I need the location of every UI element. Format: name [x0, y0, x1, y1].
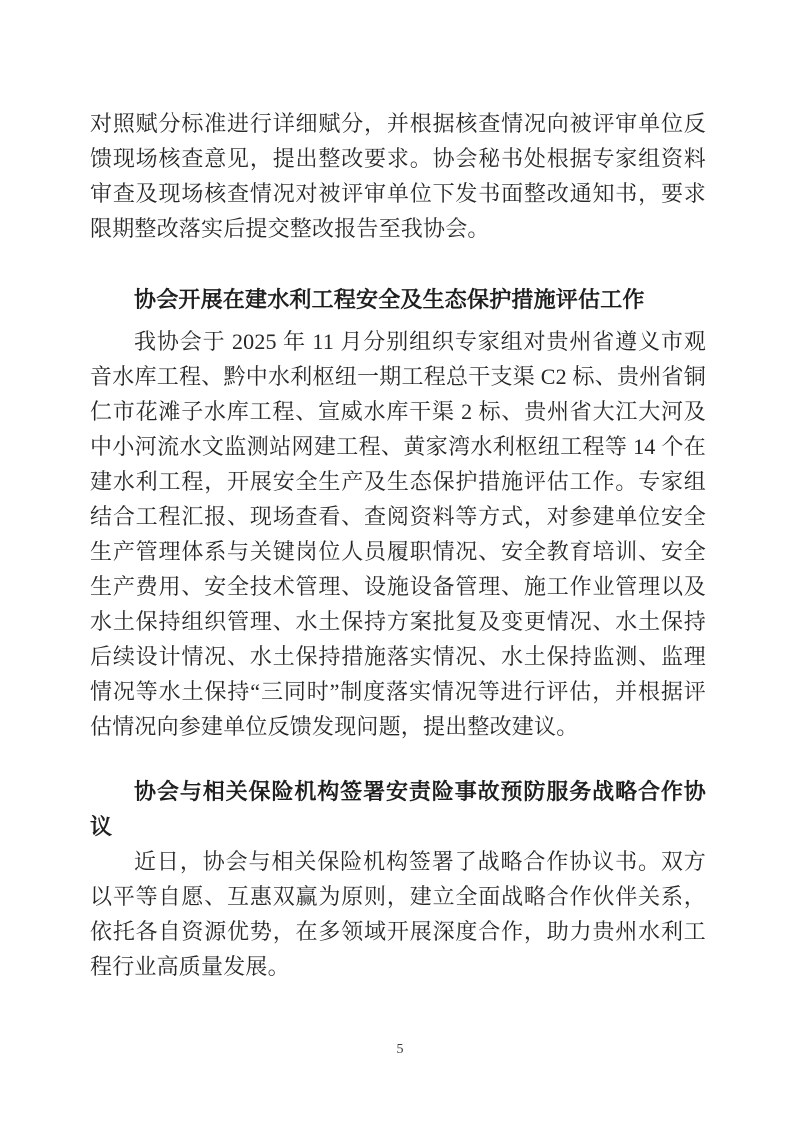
- body-paragraph-evaluation-details: 我协会于 2025 年 11 月分别组织专家组对贵州省遵义市观音水库工程、黔中水利枢纽一期工程总干支渠 C2 标、贵州省铜仁市花滩子水库工程、宣威水库干渠 2 标、贵州省大江大河及中小河流水文监测站网建工程、黄家湾水利枢纽工程等 14 个在建水利工程，开展安全生产及生态保护措施评估工作。专家组结合工程汇报、现场查看、查阅资料等方式，对参建单位安全生产管理体系与关键岗位人员履职情况、安全教育培训、安全生产费用、安全技术管理、设施设备管理、施工作业管理以及水土保持组织管理、水土保持方案批复及变更情况、水土保持后续设计情况、水土保持措施落实情况、水土保持监测、监理情况等水土保持“三同时”制度落实情况等进行评估，并根据评估情况向参建单位反馈发现问题，提出整改建议。: [90, 329, 706, 739]
- page-number: 5: [396, 1042, 404, 1057]
- section-heading-insurance-cooperation: 协会与相关保险机构签署安责险事故预防服务战略合作协议: [90, 779, 706, 839]
- section-heading-evaluation-work: 协会开展在建水利工程安全及生态保护措施评估工作: [134, 287, 645, 312]
- body-paragraph-cooperation-details: 近日，协会与相关保险机构签署了战略合作协议书。双方以平等自愿、互惠双赢为原则，建立全面战略合作伙伴关系，依托各自资源优势，在多领域开展深度合作，助力贵州水利工程行业高质量发展。: [90, 849, 706, 979]
- body-paragraph-continuation: 对照赋分标准进行详细赋分，并根据核查情况向被评审单位反馈现场核查意见，提出整改要求。协会秘书处根据专家组资料审查及现场核查情况对被评审单位下发书面整改通知书，要求限期整改落实后提交整改报告至我协会。: [90, 111, 706, 241]
